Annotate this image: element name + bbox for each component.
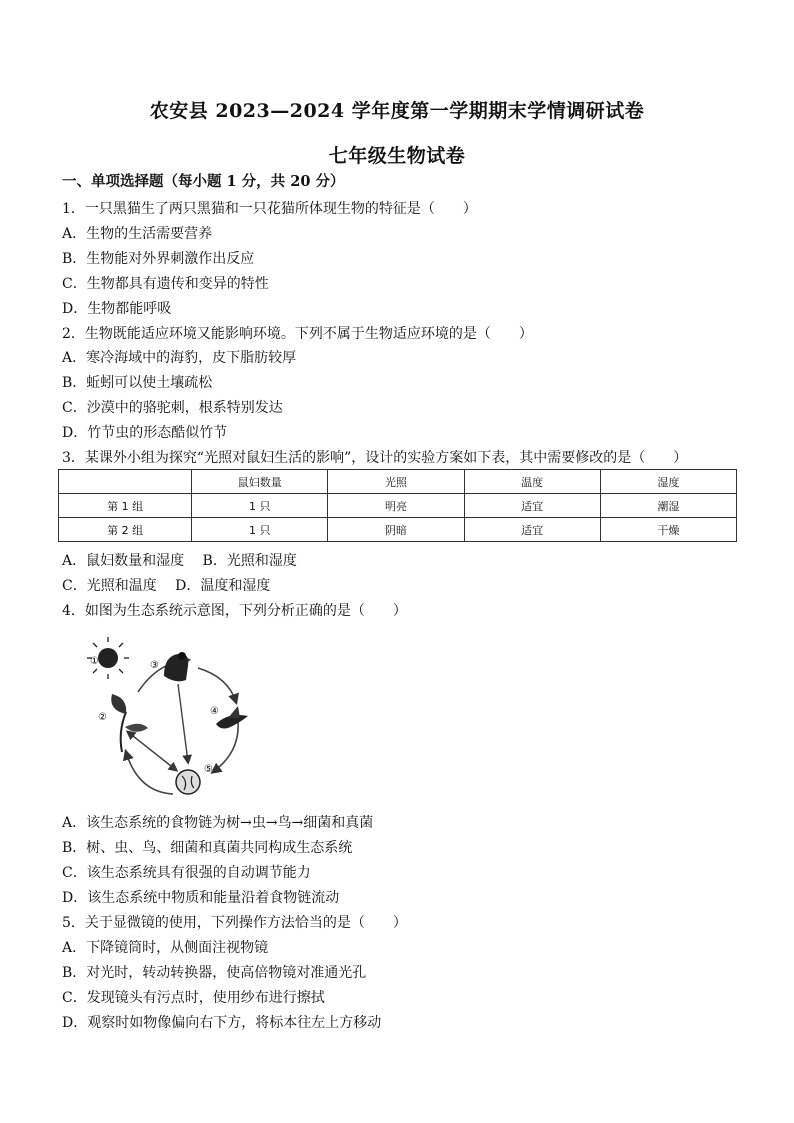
table-row bbox=[59, 494, 737, 518]
diagram-label: ③ bbox=[150, 660, 159, 671]
table-cell: 1 只 bbox=[192, 518, 328, 542]
q4-option-b: B．树、虫、鸟、细菌和真菌共同构成生态系统 bbox=[62, 840, 353, 856]
q5-option-a: A．下降镜筒时，从侧面注视物镜 bbox=[62, 940, 269, 956]
q2-option-c: C．沙漠中的骆驼刺，根系特别发达 bbox=[62, 400, 283, 416]
section-heading: 一、单项选择题（每小题 1 分，共 20 分） bbox=[62, 173, 345, 190]
q4-option-d: D．该生态系统中物质和能量沿着食物链流动 bbox=[62, 890, 340, 906]
table-header-cell: 湿度 bbox=[600, 470, 736, 494]
diagram-label: ② bbox=[98, 712, 107, 723]
q5-option-c: C．发现镜头有污点时，使用纱布进行擦拭 bbox=[62, 990, 325, 1006]
q5-option-d: D．观察时如物像偏向右下方，将标本往左上方移动 bbox=[62, 1015, 382, 1031]
q3-options-cd: C．光照和温度 D．温度和湿度 bbox=[62, 578, 271, 594]
table-cell: 阴暗 bbox=[328, 518, 464, 542]
q2-option-b: B．蚯蚓可以使土壤疏松 bbox=[62, 375, 213, 391]
q2-stem: 2．生物既能适应环境又能影响环境。下列不属于生物适应环境的是（ ） bbox=[62, 326, 533, 342]
experiment-table bbox=[58, 469, 737, 542]
table-cell: 潮湿 bbox=[600, 494, 736, 518]
table-header-cell: 鼠妇数量 bbox=[192, 470, 328, 494]
diagram-label: ④ bbox=[210, 706, 219, 717]
q1-option-b: B．生物能对外界刺激作出反应 bbox=[62, 251, 255, 267]
table-header-cell: 温度 bbox=[464, 470, 600, 494]
q3-options-ab: A．鼠妇数量和湿度 B．光照和湿度 bbox=[62, 553, 297, 569]
q1-option-c: C．生物都具有遗传和变异的特性 bbox=[62, 276, 269, 292]
diagram-label: ① bbox=[90, 656, 99, 667]
table-cell: 1 只 bbox=[192, 494, 328, 518]
insect-icon bbox=[164, 652, 188, 681]
q1-stem: 1．一只黑猫生了两只黑猫和一只花猫所体现生物的特征是（ ） bbox=[62, 201, 477, 217]
q5-stem: 5．关于显微镜的使用，下列操作方法恰当的是（ ） bbox=[62, 915, 407, 931]
ecosystem-diagram bbox=[78, 632, 278, 810]
table-cell: 干燥 bbox=[600, 518, 736, 542]
q2-option-a: A．寒冷海域中的海豹，皮下脂肪较厚 bbox=[62, 350, 297, 366]
diagram-label: ⑤ bbox=[204, 764, 213, 775]
exam-subtitle: 七年级生物试卷 bbox=[328, 145, 466, 167]
decomposer-icon bbox=[176, 770, 200, 794]
q4-option-a: A．该生态系统的食物链为树→虫→鸟→细菌和真菌 bbox=[62, 815, 374, 831]
bird-icon bbox=[216, 706, 248, 729]
q4-stem: 4．如图为生态系统示意图，下列分析正确的是（ ） bbox=[62, 603, 407, 619]
table-cell: 第 1 组 bbox=[59, 494, 192, 518]
q2-option-d: D．竹节虫的形态酷似竹节 bbox=[62, 425, 228, 441]
table-header-cell bbox=[59, 470, 192, 494]
q5-option-b: B．对光时，转动转换器，使高倍物镜对准通光孔 bbox=[62, 965, 367, 981]
exam-title: 农安县 2023—2024 学年度第一学期期末学情调研试卷 bbox=[149, 100, 645, 122]
table-cell: 明亮 bbox=[328, 494, 464, 518]
table-row bbox=[59, 518, 737, 542]
q3-stem: 3．某课外小组为探究“光照对鼠妇生活的影响”，设计的实验方案如下表，其中需要修改的是（ ） bbox=[62, 450, 688, 466]
q1-option-d: D．生物都能呼吸 bbox=[62, 301, 172, 317]
q1-option-a: A．生物的生活需要营养 bbox=[62, 226, 213, 242]
table-cell: 第 2 组 bbox=[59, 518, 192, 542]
table-header-row bbox=[59, 470, 737, 494]
table-header-cell: 光照 bbox=[328, 470, 464, 494]
table-cell: 适宜 bbox=[464, 518, 600, 542]
q4-option-c: C．该生态系统具有很强的自动调节能力 bbox=[62, 865, 311, 881]
table-cell: 适宜 bbox=[464, 494, 600, 518]
